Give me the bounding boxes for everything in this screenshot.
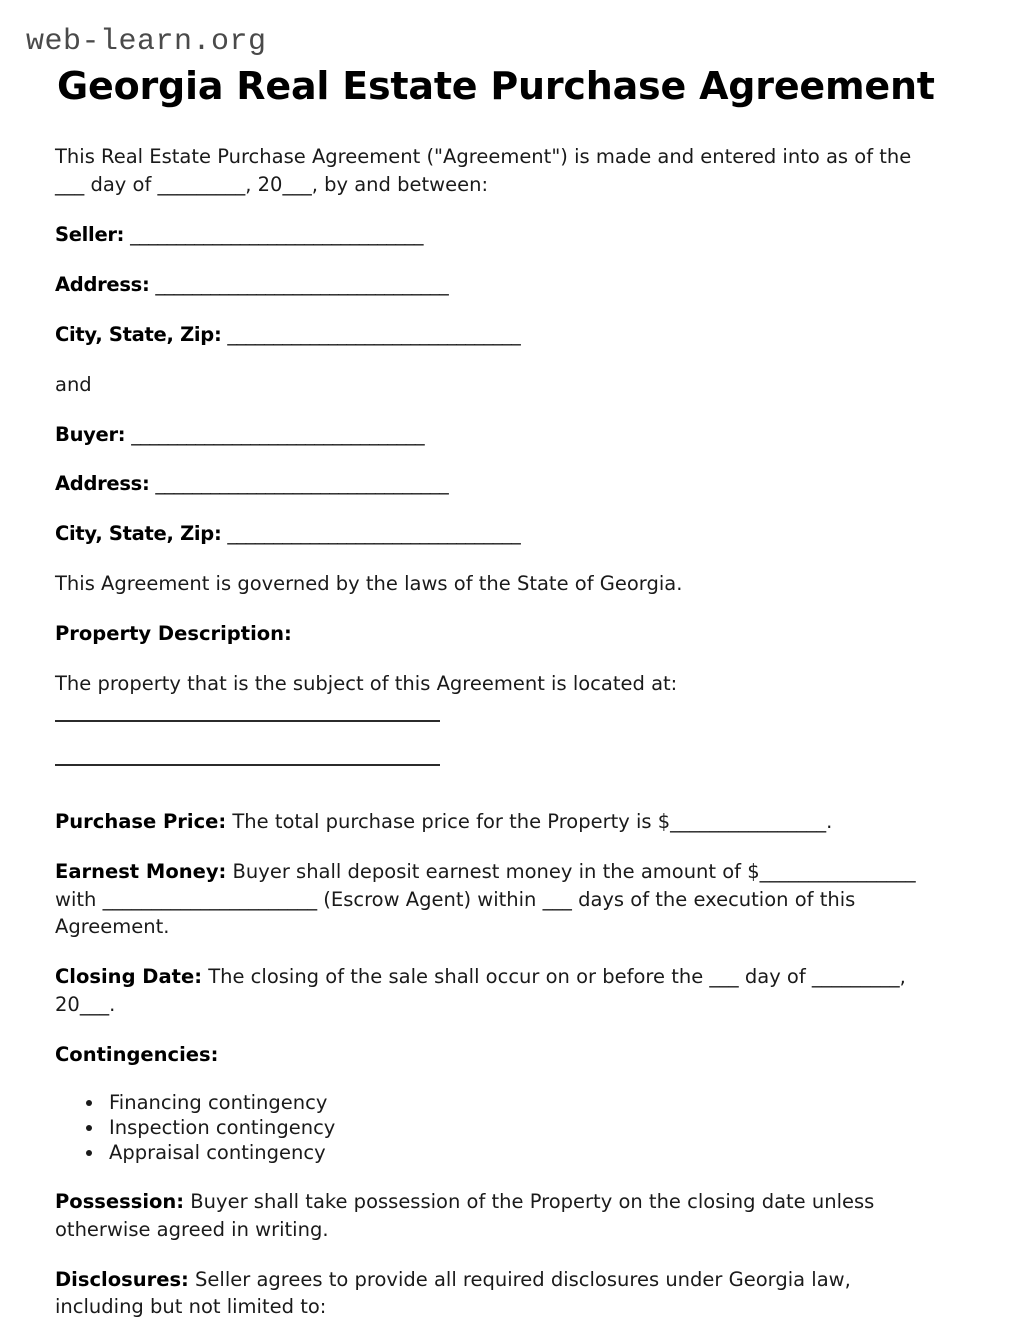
possession-label: Possession: [55,1189,185,1213]
earnest-money-text: Buyer shall deposit earnest money in the amount of $________________ with ______________________ (Escrow Agent) within ___ days of the execution of this Agreement. [55,859,916,939]
seller-name-blank: ________________________________ [130,223,423,247]
purchase-price-label: Purchase Price: [55,809,227,833]
document-body [0,143,1025,1321]
list-item: • Inspection contingency [105,1116,937,1141]
disclosures-label: Disclosures: [55,1267,189,1291]
property-description-heading [55,620,937,648]
blank-rule [55,720,440,722]
earnest-money-label: Earnest Money: [55,859,227,883]
contingencies-heading [55,1041,937,1069]
property-description-heading-text: Property Description: [55,622,292,646]
purchase-price-paragraph [55,808,937,836]
buyer-address-label: Address: [55,472,150,496]
contingencies-heading-text: Contingencies: [55,1043,219,1067]
seller-name-field [55,221,937,249]
seller-city-field [55,321,937,349]
purchase-price-text: The total purchase price for the Property is $________________. [226,809,833,833]
seller-address-label: Address: [55,272,150,296]
governing-law-paragraph: This Agreement is governed by the laws of the State of Georgia. [55,572,683,596]
possession-paragraph [55,1188,937,1244]
seller-city-blank: ________________________________ [227,322,521,346]
buyer-city-blank: ________________________________ [227,522,521,546]
buyer-address-blank: ________________________________ [155,472,449,496]
property-location-text: The property that is the subject of this Agreement is located at: [55,671,678,695]
seller-address-field [55,271,937,299]
conjunction-and: and [55,372,92,396]
buyer-address-field [55,470,937,498]
possession-text: Buyer shall take possession of the Property on the closing date unless otherwise agreed in writing. [55,1189,875,1241]
closing-date-label: Closing Date: [55,965,203,989]
closing-date-paragraph [55,963,937,1019]
blank-rule [55,764,440,766]
buyer-city-field [55,520,937,548]
list-item: • Appraisal contingency [105,1141,937,1166]
site-brand-watermark: web-learn.org [26,25,267,59]
buyer-city-label: City, State, Zip: [55,522,222,546]
seller-city-label: City, State, Zip: [55,322,222,346]
buyer-name-label: Buyer: [55,422,126,446]
property-blank-line-2 [55,764,937,786]
intro-paragraph: This Real Estate Purchase Agreement ("Agreement") is made and entered into as of the ___ day of _________, 20___, by and between: [55,145,912,197]
seller-address-blank: ________________________________ [155,272,449,296]
disclosures-paragraph [55,1266,937,1322]
disclosures-text: Seller agrees to provide all required disclosures under Georgia law, including but not limited to: [55,1267,851,1319]
page-title: Georgia Real Estate Purchase Agreement [57,64,935,108]
closing-date-text: The closing of the sale shall occur on or before the ___ day of _________, 20___. [55,965,906,1017]
earnest-money-paragraph [55,858,937,942]
seller-name-label: Seller: [55,223,125,247]
property-blank-line-1 [55,720,937,742]
buyer-name-blank: ________________________________ [131,422,425,446]
buyer-name-field [55,421,937,449]
contingencies-list [55,1091,937,1166]
list-item: • Financing contingency [105,1091,937,1116]
